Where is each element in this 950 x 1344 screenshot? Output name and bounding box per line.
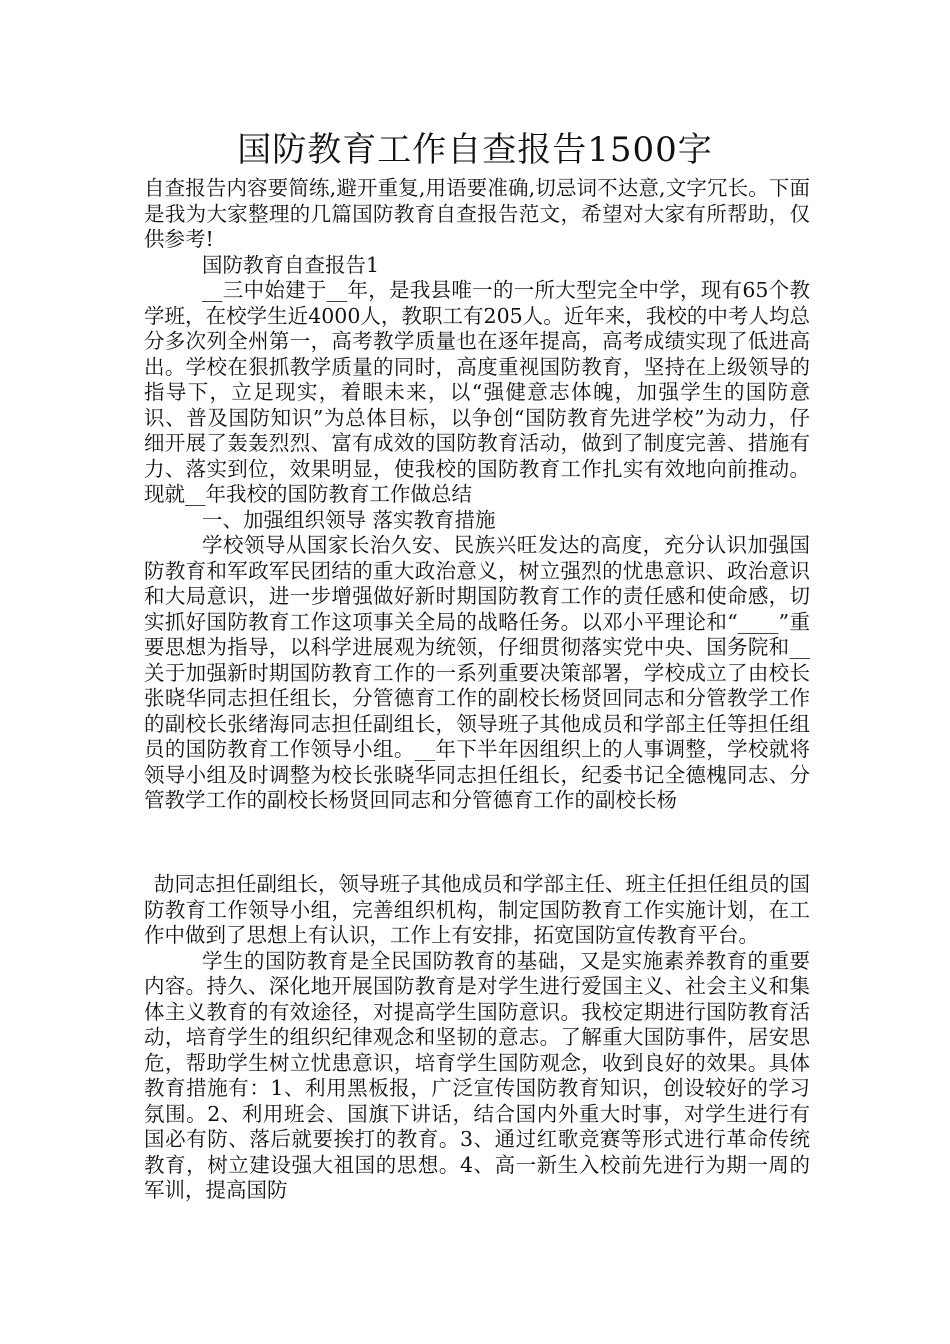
body-paragraph-3: 劼同志担任副组长，领导班子其他成员和学部主任、班主任担任组员的国防教育工作领导小组，完善组织机构，制定国防教育工作实施计划，在工作中做到了思想上有认识，工作上有安排，拓宽国防宣传教育平台。 [144,872,810,947]
body-paragraph-4: 学生的国防教育是全民国防教育的基础，又是实施素养教育的重要内容。持久、深化地开展国防教育是对学生进行爱国主义、社会主义和集体主义教育的有效途径，对提高学生国防意识。我校定期进行国防教育活动，培育学生的组织纪律观念和坚韧的意志。了解重大国防事件，居安思危，帮助学生树立忧患意识，培育学生国防观念，收到良好的效果。具体教育措施有：1、利用黑板报，广泛宣传国防教育知识，创设较好的学习氛围。2、利用班会、国旗下讲话，结合国内外重大时事，对学生进行有国必有防、落后就要挨打的教育。3、通过红歌竞赛等形式进行革命传统教育，树立建设强大祖国的思想。4、高一新生入校前先进行为期一周的军训，提高国防 [144,948,810,1202]
report-subtitle: 国防教育自查报告1 [202,252,380,277]
document-body-bottom [144,872,810,1204]
body-paragraph-2: 学校领导从国家长治久安、民族兴旺发达的高度，充分认识加强国防教育和军政军民团结的重大政治意义，树立强烈的忧患意识、政治意识和大局意识，进一步增强做好新时期国防教育工作的责任感和使命感，切实抓好国防教育工作这项事关全局的战略任务。以邓小平理论和“____”重要思想为指导，以科学进展观为统领，仔细贯彻落实党中央、国务院和__关于加强新时期国防教育工作的一系列重要决策部署，学校成立了由校长张晓华同志担任组长，分管德育工作的副校长杨贤回同志和分管教学工作的副校长张绪海同志担任副组长，领导班子其他成员和学部主任等担任组员的国防教育工作领导小组。__年下半年因组织上的人事调整，学校就将领导小组及时调整为校长张晓华同志担任组长，纪委书记全德槐同志、分管教学工作的副校长杨贤回同志和分管德育工作的副校长杨 [144,533,810,812]
section-heading-1: 一、加强组织领导 落实教育措施 [202,507,496,532]
document-title: 国防教育工作自查报告1500字 [237,130,713,170]
body-paragraph-1: __三中始建于__年，是我县唯一的一所大型完全中学，现有65个教学班，在校学生近4000人，教职工有205人。近年来，我校的中考人均总分多次列全州第一，高考教学质量也在逐年提高，高考成绩实现了低进高出。学校在狠抓教学质量的同时，高度重视国防教育，坚持在上级领导的指导下，立足现实，着眼未来，以“强健意志体魄，加强学生的国防意识、普及国防知识”为总体目标，以争创“国防教育先进学校”为动力，仔细开展了轰轰烈烈、富有成效的国防教育活动，做到了制度完善、措施有力、落实到位，效果明显，使我校的国防教育工作扎实有效地向前推动。现就__年我校的国防教育工作做总结 [144,278,810,506]
intro-paragraph: 自查报告内容要简练,避开重复,用语要准确,切忌词不达意,文字冗长。下面是我为大家整理的几篇国防教育自查报告范文，希望对大家有所帮助，仅供参考! [144,176,810,251]
document-body-top [144,176,810,814]
